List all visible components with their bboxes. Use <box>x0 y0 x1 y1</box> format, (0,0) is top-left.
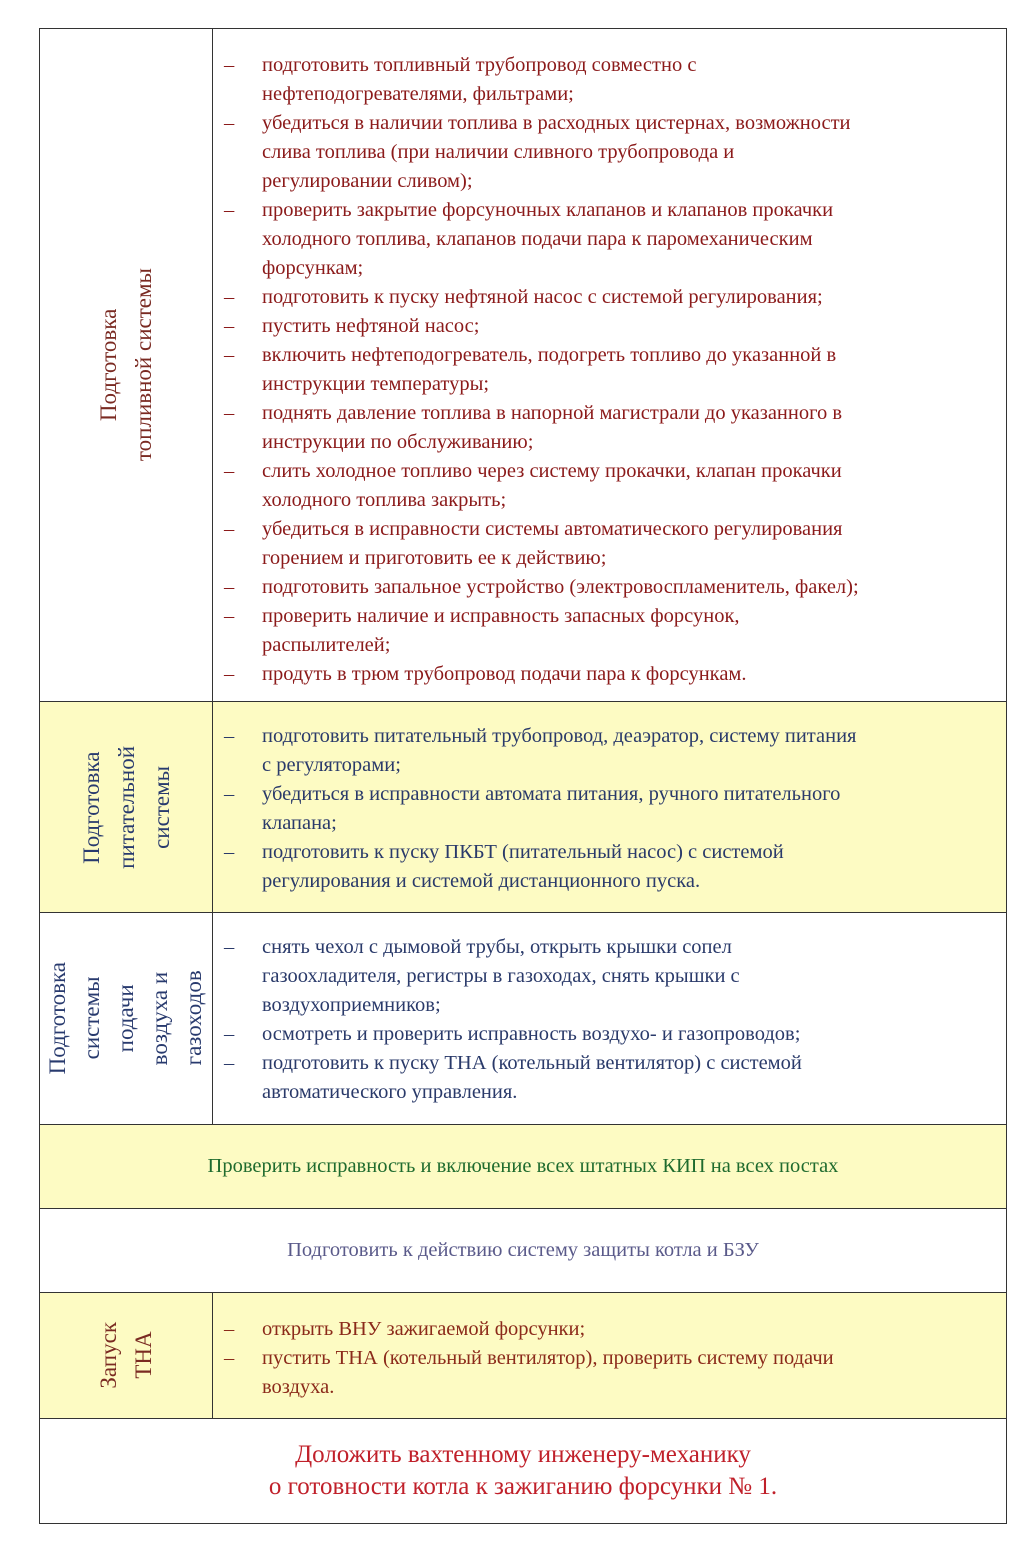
tha-label-text <box>91 1322 161 1389</box>
air-system-list <box>213 933 1000 1107</box>
feed-label-line3: системы <box>148 765 174 849</box>
report-text-wrap <box>40 1419 1006 1523</box>
protection-row <box>40 1209 1006 1293</box>
air-system-row <box>40 913 1006 1125</box>
feed-label-line2: питательной <box>113 745 139 869</box>
tha-items <box>213 1293 1006 1418</box>
list-item: – убедиться в исправности системы автоматического регулирования горением и приготовить ее к действию; <box>213 515 1000 573</box>
fuel-system-label-text <box>91 268 161 461</box>
list-item: – подготовить запальное устройство (электровоспламенитель, факел); <box>213 573 1000 602</box>
fuel-system-row <box>40 29 1006 702</box>
air-label-line4: воздуха и <box>147 971 172 1066</box>
fuel-system-list <box>213 51 1000 689</box>
list-item: – продуть в трюм трубопровод подачи пара к форсункам. <box>213 660 1000 689</box>
list-item: – подготовить питательный трубопровод, деаэратор, систему питания с регуляторами; <box>213 722 1000 780</box>
tha-row <box>40 1293 1006 1419</box>
list-item: – подготовить топливный трубопровод совместно с нефтеподогревателями, фильтрами; <box>213 51 1000 109</box>
list-item: – проверить наличие и исправность запасных форсунок, распылителей; <box>213 602 1000 660</box>
air-system-label <box>40 913 213 1124</box>
air-label-line5: газоходов <box>181 970 206 1067</box>
fuel-label-line1: Подготовка <box>96 308 121 422</box>
feed-system-row <box>40 702 1006 913</box>
list-item: – подготовить к пуску нефтяной насос с системой регулирования; <box>213 283 1000 312</box>
list-item: – подготовить к пуску ТНА (котельный вентилятор) с системой автоматического управления. <box>213 1049 1000 1107</box>
list-item: – осмотреть и проверить исправность воздухо- и газопроводов; <box>213 1020 1000 1049</box>
report-row <box>40 1419 1006 1523</box>
air-label-line1: Подготовка <box>45 962 70 1075</box>
tha-label-line1: Запуск <box>96 1322 121 1389</box>
list-item: – пустить ТНА (котельный вентилятор), проверить систему подачи воздуха. <box>213 1344 1000 1402</box>
list-item: – пустить нефтяной насос; <box>213 312 1000 341</box>
report-line1: Доложить вахтенному инженеру-механику <box>295 1441 751 1468</box>
feed-system-label-text <box>74 746 179 869</box>
kip-check-text-wrap <box>40 1125 1006 1208</box>
list-item: – проверить закрытие форсуночных клапанов и клапанов прокачки холодного топлива, клапанов подачи пара к паромеханическим форсункам; <box>213 196 1000 283</box>
feed-system-label <box>40 702 213 912</box>
air-system-items <box>213 913 1006 1124</box>
tha-label-line2: ТНА <box>131 1331 156 1380</box>
list-item: – открыть ВНУ зажигаемой форсунки; <box>213 1315 1000 1344</box>
list-item: – поднять давление топлива в напорной магистрали до указанного в инструкции по обслуживанию; <box>213 399 1000 457</box>
protection-text-wrap <box>40 1209 1006 1292</box>
list-item: – подготовить к пуску ПКБТ (питательный насос) с системой регулирования и системой дистанционного пуска. <box>213 838 1000 896</box>
list-item: – слить холодное топливо через систему прокачки, клапан прокачки холодного топлива закрыть; <box>213 457 1000 515</box>
kip-check-text: Проверить исправность и включение всех штатных КИП на всех постах <box>207 1155 839 1177</box>
list-item: – убедиться в исправности автомата питания, ручного питательного клапана; <box>213 780 1000 838</box>
tha-list <box>213 1315 1000 1402</box>
list-item: – убедиться в наличии топлива в расходных цистернах, возможности слива топлива (при наличии сливного трубопровода и регулировании сливом); <box>213 109 1000 196</box>
air-label-line2: системы <box>79 977 104 1060</box>
list-item: – включить нефтеподогреватель, подогреть топливо до указанной в инструкции температуры; <box>213 341 1000 399</box>
fuel-system-label <box>40 29 213 701</box>
report-line2: о готовности котла к зажиганию форсунки № 1. <box>268 1473 778 1500</box>
feed-system-list <box>213 722 1000 896</box>
air-label-line3: подачи <box>113 984 138 1053</box>
procedure-table <box>39 28 1007 1524</box>
feed-label-line1: Подготовка <box>78 750 104 864</box>
air-system-label-text <box>41 962 211 1074</box>
list-item: – снять чехол с дымовой трубы, открыть крышки сопел газоохладителя, регистры в газоходах, снять крышки с воздухоприемников; <box>213 933 1000 1020</box>
protection-text: Подготовить к действию систему защиты котла и БЗУ <box>287 1239 759 1261</box>
kip-check-row <box>40 1125 1006 1209</box>
tha-label <box>40 1293 213 1418</box>
fuel-label-line2: топливной системы <box>131 268 156 462</box>
fuel-system-items <box>213 29 1006 701</box>
feed-system-items <box>213 702 1006 912</box>
